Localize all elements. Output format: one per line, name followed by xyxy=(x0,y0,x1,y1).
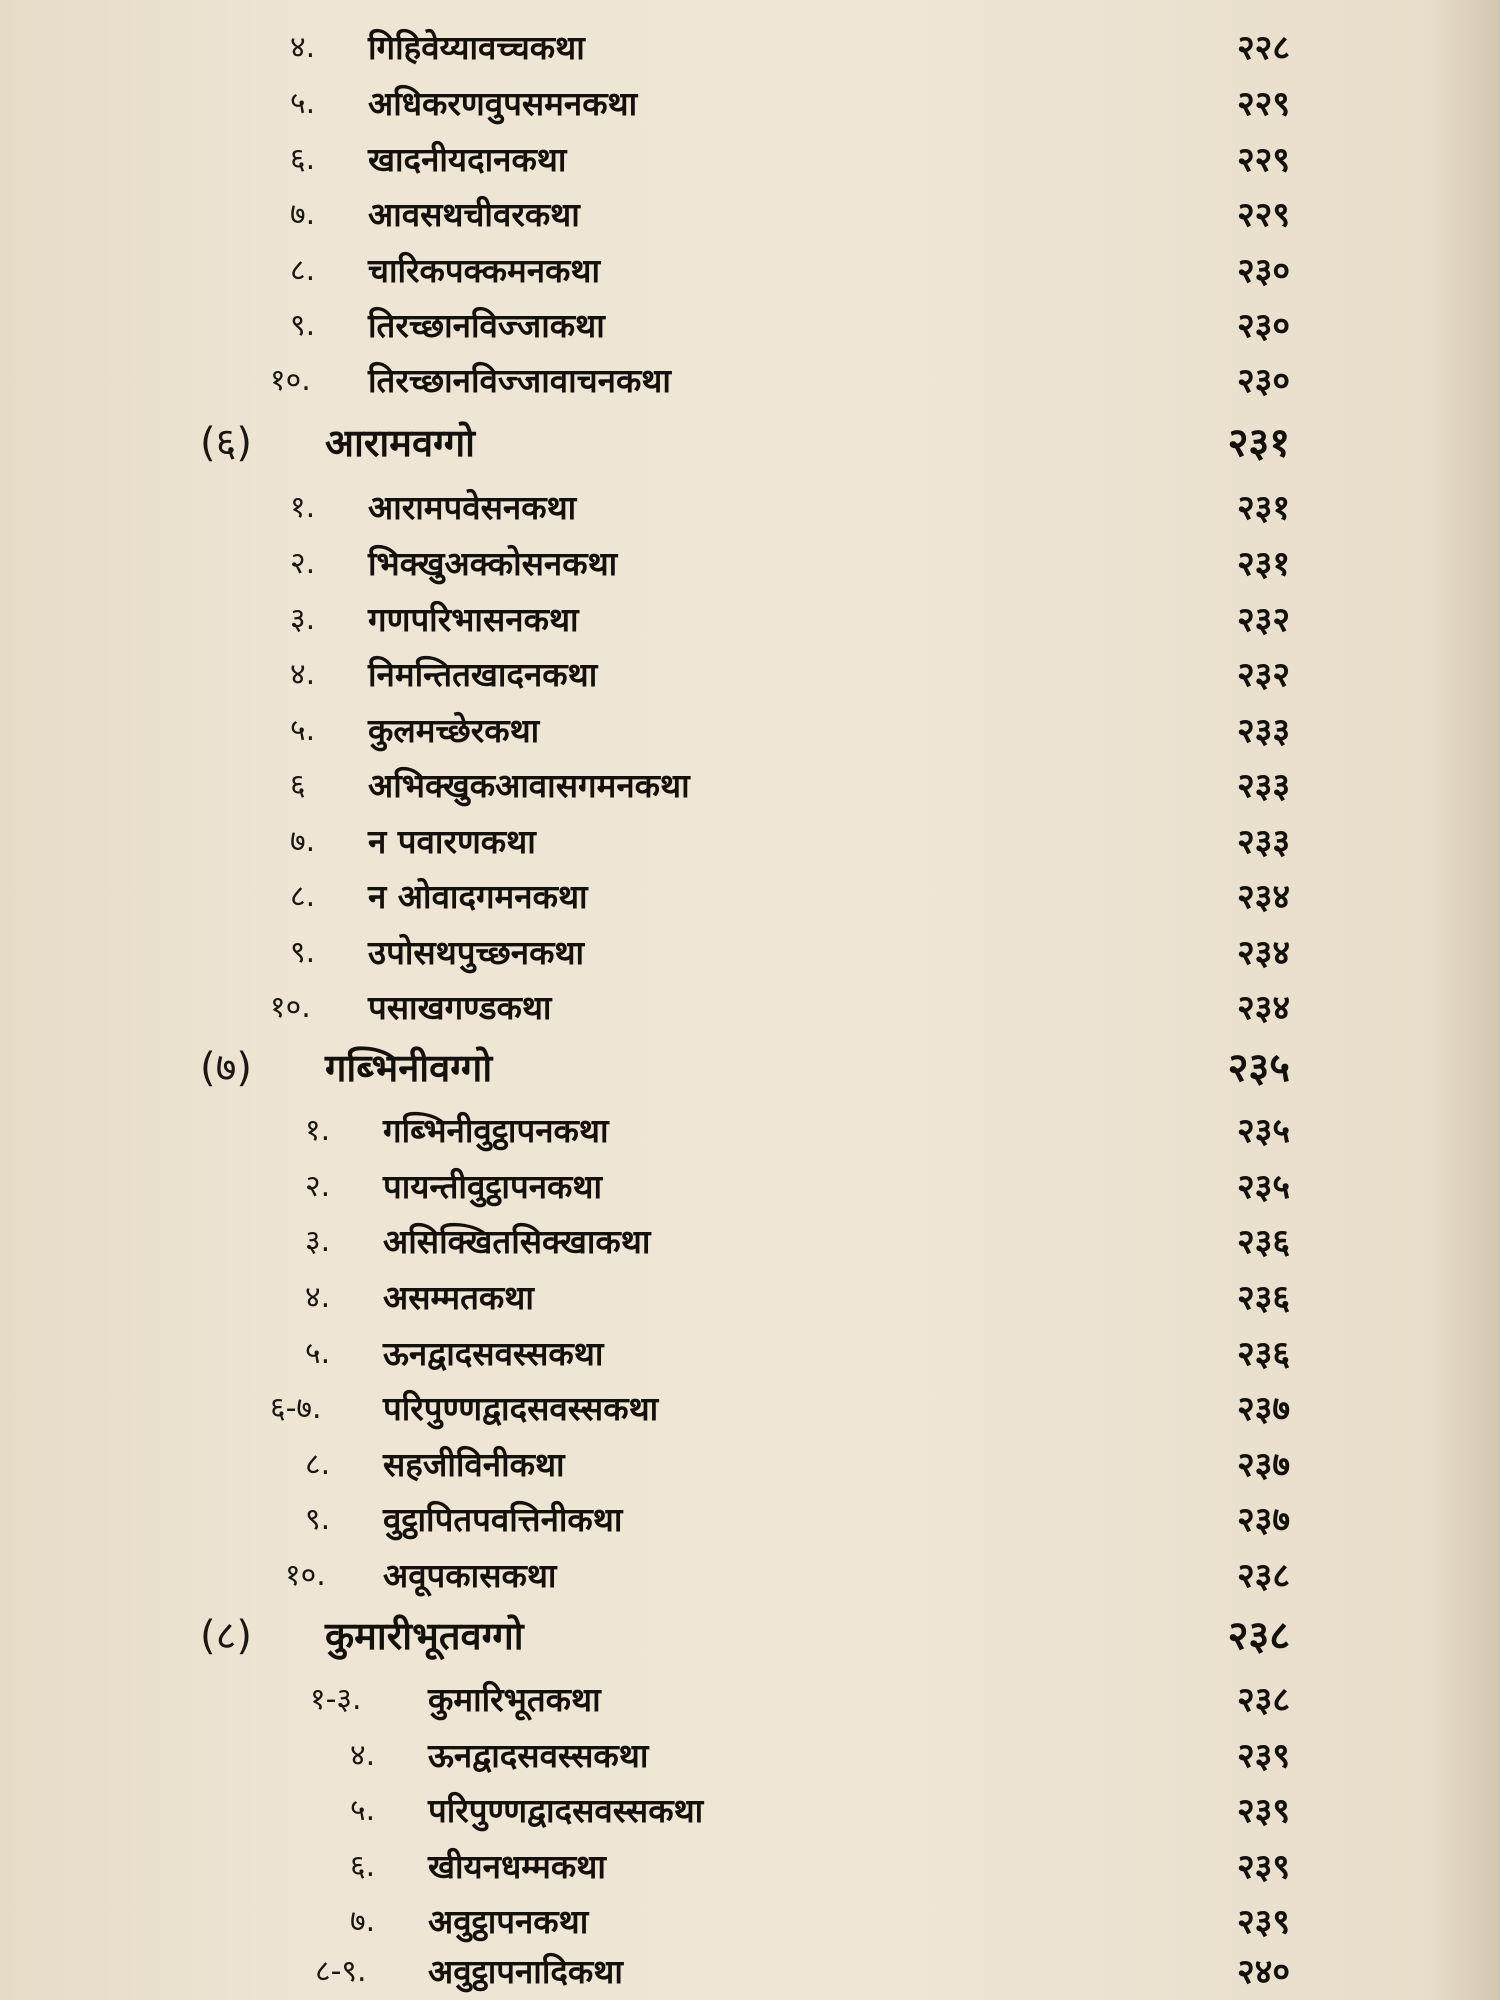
toc-row xyxy=(0,1270,1500,1326)
toc-row xyxy=(0,1944,1500,2000)
toc-row-title: खादनीयदानकथा xyxy=(368,140,567,179)
toc-row xyxy=(0,1728,1500,1784)
toc-row xyxy=(0,1103,1500,1159)
toc-row xyxy=(0,1381,1500,1437)
toc-row-number: ५. xyxy=(350,1793,376,1828)
toc-row-title: तिरच्छानविज्जावाचनकथा xyxy=(368,361,671,400)
toc-row-number: ५. xyxy=(290,86,316,121)
toc-row xyxy=(0,1894,1500,1950)
toc-row-page: २३० xyxy=(1236,251,1290,291)
toc-row-page: २३८ xyxy=(1236,1556,1290,1596)
toc-row-title: कुलमच्छेरकथा xyxy=(368,711,540,750)
toc-row xyxy=(0,187,1500,243)
toc-row-number: ६. xyxy=(290,142,316,177)
toc-row xyxy=(0,353,1500,409)
section-title: आरामवग्गो xyxy=(325,421,475,465)
toc-row xyxy=(0,1783,1500,1839)
toc-row-number: १०. xyxy=(270,990,311,1025)
toc-row xyxy=(0,132,1500,188)
toc-row-title: पायन्तीवुट्ठापनकथा xyxy=(383,1167,603,1206)
toc-row xyxy=(0,814,1500,870)
section-number: (७) xyxy=(200,1045,253,1091)
toc-row-page: २३३ xyxy=(1236,711,1290,751)
toc-row-page: २३७ xyxy=(1236,1500,1290,1540)
toc-row xyxy=(0,758,1500,814)
toc-row-page: २३१ xyxy=(1236,544,1290,584)
toc-row-number: ६. xyxy=(350,1849,376,1884)
toc-row xyxy=(0,703,1500,759)
toc-row-number: १. xyxy=(305,1113,331,1148)
toc-row-title: निमन्तितखादनकथा xyxy=(368,655,598,694)
toc-row-number: ४. xyxy=(290,30,316,65)
toc-row-title: सहजीविनीकथा xyxy=(383,1445,565,1484)
toc-row xyxy=(0,592,1500,648)
toc-row-page: २३६ xyxy=(1236,1334,1290,1374)
toc-row-number: ८-९. xyxy=(315,1954,367,1989)
toc-row-page: २३७ xyxy=(1236,1389,1290,1429)
toc-row-title: परिपुण्णद्वादसवस्सकथा xyxy=(383,1389,659,1428)
toc-row-page: २३७ xyxy=(1236,1445,1290,1485)
toc-row-number: ९. xyxy=(290,935,316,970)
toc-row-title: खीयनधम्मकथा xyxy=(428,1847,606,1886)
toc-row-title: ऊनद्वादसवस्सकथा xyxy=(428,1736,649,1775)
toc-row-title: न पवारणकथा xyxy=(368,822,536,861)
toc-row xyxy=(0,1437,1500,1493)
toc-row-page: २३५ xyxy=(1236,1111,1290,1151)
toc-row xyxy=(0,20,1500,76)
toc-row-number: ७. xyxy=(350,1904,376,1939)
toc-row-title: अधिकरणवुपसमनकथा xyxy=(368,84,638,123)
section-number: (८) xyxy=(200,1613,253,1659)
toc-row xyxy=(0,1839,1500,1895)
toc-row-number: ९. xyxy=(305,1502,331,1537)
toc-row xyxy=(0,480,1500,536)
section-page: २३८ xyxy=(1227,1613,1290,1659)
section-heading-row xyxy=(0,1040,1500,1096)
toc-row-title: उपोसथपुच्छनकथा xyxy=(368,933,585,972)
toc-row-number: २. xyxy=(290,546,316,581)
section-title: कुमारीभूतवग्गो xyxy=(325,1614,524,1658)
toc-row-number: ७. xyxy=(290,824,316,859)
toc-row xyxy=(0,980,1500,1036)
toc-row-page: २३९ xyxy=(1236,1902,1290,1942)
toc-row-number: ४. xyxy=(350,1738,376,1773)
toc-row-page: २३० xyxy=(1236,361,1290,401)
toc-row xyxy=(0,647,1500,703)
toc-row-title: ऊनद्वादसवस्सकथा xyxy=(383,1334,604,1373)
toc-row-title: अभिक्खुकआवासगमनकथा xyxy=(368,766,690,805)
toc-row-page: २३८ xyxy=(1236,1680,1290,1720)
toc-row-number: १०. xyxy=(270,363,311,398)
toc-row xyxy=(0,1672,1500,1728)
toc-row-title: वुट्ठापितपवत्तिनीकथा xyxy=(383,1500,623,1539)
toc-row-title: गणपरिभासनकथा xyxy=(368,600,579,639)
toc-row-page: २२९ xyxy=(1236,140,1290,180)
toc-row-page: २३३ xyxy=(1236,822,1290,862)
toc-row-title: असम्मतकथा xyxy=(383,1278,534,1317)
section-title: गब्भिनीवग्गो xyxy=(325,1046,493,1090)
toc-row-title: गब्भिनीवुट्ठापनकथा xyxy=(383,1111,609,1150)
toc-row-page: २२९ xyxy=(1236,84,1290,124)
toc-row-number: १-३. xyxy=(310,1682,362,1717)
toc-row-title: अवुट्ठापनादिकथा xyxy=(428,1952,623,1991)
toc-row-number: ९. xyxy=(290,308,316,343)
toc-row-number: १. xyxy=(290,490,316,525)
toc-row xyxy=(0,243,1500,299)
toc-row-page: २२९ xyxy=(1236,195,1290,235)
toc-row-number: ८. xyxy=(305,1447,331,1482)
toc-row-page: २३५ xyxy=(1236,1167,1290,1207)
toc-row-number: ७. xyxy=(290,197,316,232)
section-number: (६) xyxy=(200,420,253,466)
toc-row-page: २३६ xyxy=(1236,1278,1290,1318)
toc-row-page: २३४ xyxy=(1236,933,1290,973)
section-heading-row xyxy=(0,415,1500,471)
toc-row-number: ६-७. xyxy=(270,1391,322,1426)
toc-row-title: भिक्खुअक्कोसनकथा xyxy=(368,544,618,583)
toc-row-number: ४. xyxy=(305,1280,331,1315)
toc-row-page: २३२ xyxy=(1236,600,1290,640)
toc-row-number: २. xyxy=(305,1169,331,1204)
toc-row-title: अवुट्ठापनकथा xyxy=(428,1902,589,1941)
toc-row-title: आरामपवेसनकथा xyxy=(368,488,577,527)
toc-row-number: ८. xyxy=(290,879,316,914)
toc-row-number: ३. xyxy=(305,1224,331,1259)
toc-row xyxy=(0,536,1500,592)
toc-row-page: २३३ xyxy=(1236,766,1290,806)
toc-row-title: न ओवादगमनकथा xyxy=(368,877,588,916)
toc-row xyxy=(0,1492,1500,1548)
toc-row xyxy=(0,1214,1500,1270)
toc-row-page: २३० xyxy=(1236,306,1290,346)
toc-row-number: ४. xyxy=(290,657,316,692)
toc-row-number: ८. xyxy=(290,253,316,288)
toc-row xyxy=(0,76,1500,132)
toc-row-title: चारिकपक्कमनकथा xyxy=(368,251,600,290)
toc-row-page: २३९ xyxy=(1236,1791,1290,1831)
toc-row-title: असिक्खितसिक्खाकथा xyxy=(383,1222,651,1261)
toc-row-page: २३४ xyxy=(1236,988,1290,1028)
toc-row-page: २३९ xyxy=(1236,1847,1290,1887)
section-heading-row xyxy=(0,1608,1500,1664)
toc-row-page: २३९ xyxy=(1236,1736,1290,1776)
toc-row xyxy=(0,1548,1500,1604)
toc-row-title: तिरच्छानविज्जाकथा xyxy=(368,306,605,345)
toc-row-title: पसाखगण्डकथा xyxy=(368,988,552,1027)
toc-row xyxy=(0,1326,1500,1382)
section-page: २३५ xyxy=(1227,1045,1290,1091)
toc-row-page: २३४ xyxy=(1236,877,1290,917)
toc-row-title: कुमारिभूतकथा xyxy=(428,1680,601,1719)
toc-row-title: अवूपकासकथा xyxy=(383,1556,557,1595)
toc-row xyxy=(0,1159,1500,1215)
toc-row-number: ५. xyxy=(290,713,316,748)
toc-row xyxy=(0,869,1500,925)
toc-row-page: २४० xyxy=(1236,1952,1290,1992)
toc-row-number: ५. xyxy=(305,1336,331,1371)
toc-row xyxy=(0,925,1500,981)
toc-row-title: आवसथचीवरकथा xyxy=(368,195,580,234)
toc-row-title: परिपुण्णद्वादसवस्सकथा xyxy=(428,1791,704,1830)
toc-row-number: ६ xyxy=(290,768,306,803)
section-page: २३१ xyxy=(1227,420,1290,466)
toc-row-page: २३१ xyxy=(1236,488,1290,528)
toc-row-number: ३. xyxy=(290,602,316,637)
toc-row-page: २२८ xyxy=(1236,28,1290,68)
toc-row-number: १०. xyxy=(285,1558,326,1593)
toc-row-title: गिहिवेय्यावच्चकथा xyxy=(368,28,585,67)
toc-row-page: २३६ xyxy=(1236,1222,1290,1262)
toc-row-page: २३२ xyxy=(1236,655,1290,695)
toc-row xyxy=(0,298,1500,354)
